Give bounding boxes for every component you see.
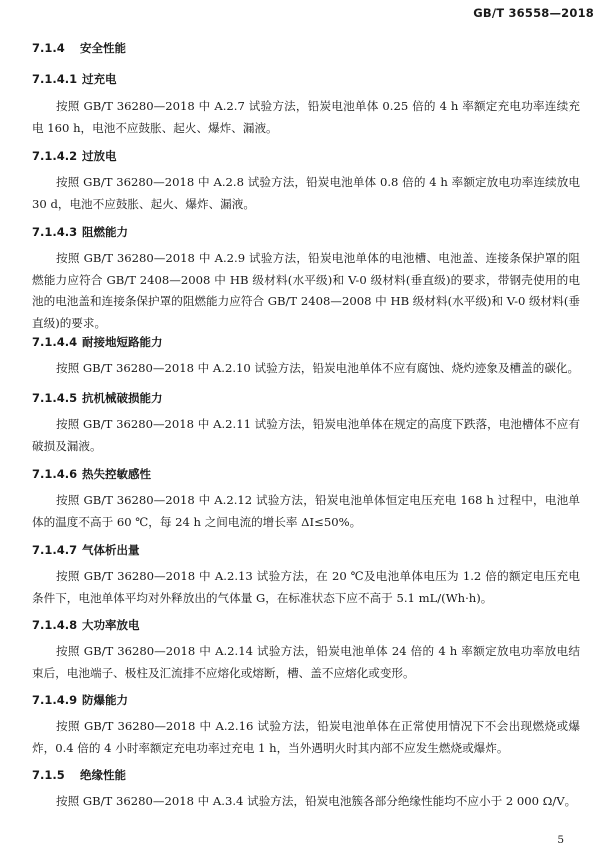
- section-heading-7-1-4-1: [32, 71, 117, 87]
- section-title: 阻燃能力: [82, 225, 128, 239]
- section-title: 绝缘性能: [80, 768, 126, 782]
- section-paragraph-7-1-4-2: 按照 GB/T 36280—2018 中 A.2.8 试验方法，铅炭电池单体 0.8 倍的 4 h 率额定放电功率连续放电 30 d，电池不应鼓胀、起火、爆炸、漏液。: [32, 175, 580, 211]
- section-title: 耐接地短路能力: [82, 335, 163, 349]
- page-number: 5: [557, 834, 564, 846]
- section-number: 7.1.4.4: [32, 335, 78, 349]
- section-paragraph-7-1-4-8: 按照 GB/T 36280—2018 中 A.2.14 试验方法，铅炭电池单体 24 倍的 4 h 率额定放电功率放电结束后，电池端子、极柱及汇流排不应熔化或熔断，槽、盖不应熔化或变形。: [32, 644, 580, 680]
- section-paragraph-7-1-4-5: 按照 GB/T 36280—2018 中 A.2.11 试验方法，铅炭电池单体在规定的高度下跌落，电池槽体不应有破损及漏液。: [32, 417, 580, 453]
- section-number: 7.1.4.6: [32, 467, 78, 481]
- section-number: 7.1.4.8: [32, 618, 78, 632]
- section-paragraph-7-1-4-4: 按照 GB/T 36280—2018 中 A.2.10 试验方法，铅炭电池单体不应有腐蚀、烧灼迹象及槽盖的碳化。: [56, 361, 580, 375]
- section-heading-7-1-4-8: [32, 617, 140, 633]
- section-title: 气体析出量: [82, 543, 140, 557]
- section-number: 7.1.4.1: [32, 72, 78, 86]
- section-title: 防爆能力: [82, 693, 128, 707]
- section-number: 7.1.4.3: [32, 225, 78, 239]
- standard-code-header: GB/T 36558—2018: [473, 6, 594, 20]
- section-heading-7-1-4-9: [32, 692, 128, 708]
- section-title: 过充电: [82, 72, 117, 86]
- section-number: 7.1.4.2: [32, 149, 78, 163]
- section-title: 热失控敏感性: [82, 467, 151, 481]
- section-paragraph-7-1-5: 按照 GB/T 36280—2018 中 A.3.4 试验方法，铅炭电池簇各部分绝缘性能均不应小于 2 000 Ω/V。: [56, 794, 577, 808]
- section-number: 7.1.4.7: [32, 543, 78, 557]
- section-heading-7-1-4-7: [32, 542, 140, 558]
- section-heading-7-1-4: [32, 40, 126, 56]
- section-heading-7-1-4-4: [32, 334, 163, 350]
- section-heading-7-1-5: [32, 767, 126, 783]
- section-number: 7.1.4.9: [32, 693, 78, 707]
- section-paragraph-7-1-4-6: 按照 GB/T 36280—2018 中 A.2.12 试验方法，铅炭电池单体恒定电压充电 168 h 过程中，电池单体的温度不高于 60 ℃，每 24 h 之间电流的增长率 ΔI≤50%。: [32, 493, 580, 529]
- section-number: 7.1.4: [32, 41, 65, 55]
- section-paragraph-7-1-4-9: 按照 GB/T 36280—2018 中 A.2.16 试验方法，铅炭电池单体在正常使用情况下不会出现燃烧或爆炸，0.4 倍的 4 小时率额定充电功率过充电 1 h，当外遇明火时其内部不应发生燃烧或爆炸。: [32, 719, 580, 755]
- section-heading-7-1-4-2: [32, 148, 117, 164]
- section-title: 抗机械破损能力: [82, 391, 163, 405]
- section-paragraph-7-1-4-7: 按照 GB/T 36280—2018 中 A.2.13 试验方法，在 20 ℃及电池单体电压为 1.2 倍的额定电压充电条件下，电池单体平均对外释放出的气体量 G，在标准状态下应不高于 5.1 mL/(Wh·h)。: [32, 569, 580, 605]
- section-paragraph-7-1-4-1: 按照 GB/T 36280—2018 中 A.2.7 试验方法，铅炭电池单体 0.25 倍的 4 h 率额定充电功率连续充电 160 h，电池不应鼓胀、起火、爆炸、漏液。: [32, 99, 580, 135]
- section-paragraph-7-1-4-3: 按照 GB/T 36280—2018 中 A.2.9 试验方法，铅炭电池单体的电池槽、电池盖、连接条保护罩的阻燃能力应符合 GB/T 2408—2008 中 HB 级材料(水平级)和 V-0 级材料(垂直级)的要求，带钢壳使用的电池的电池盖和连接条保护罩的阻燃能力应符合 GB/T 2408—2008 中 HB 级材料(水平级)和 V-0 级材料(垂直级)的要求。: [32, 251, 580, 330]
- section-title: 过放电: [82, 149, 117, 163]
- section-number: 7.1.5: [32, 768, 65, 782]
- section-number: 7.1.4.5: [32, 391, 78, 405]
- section-heading-7-1-4-5: [32, 390, 163, 406]
- section-title: 大功率放电: [82, 618, 140, 632]
- section-heading-7-1-4-6: [32, 466, 151, 482]
- section-title: 安全性能: [80, 41, 126, 55]
- section-heading-7-1-4-3: [32, 224, 128, 240]
